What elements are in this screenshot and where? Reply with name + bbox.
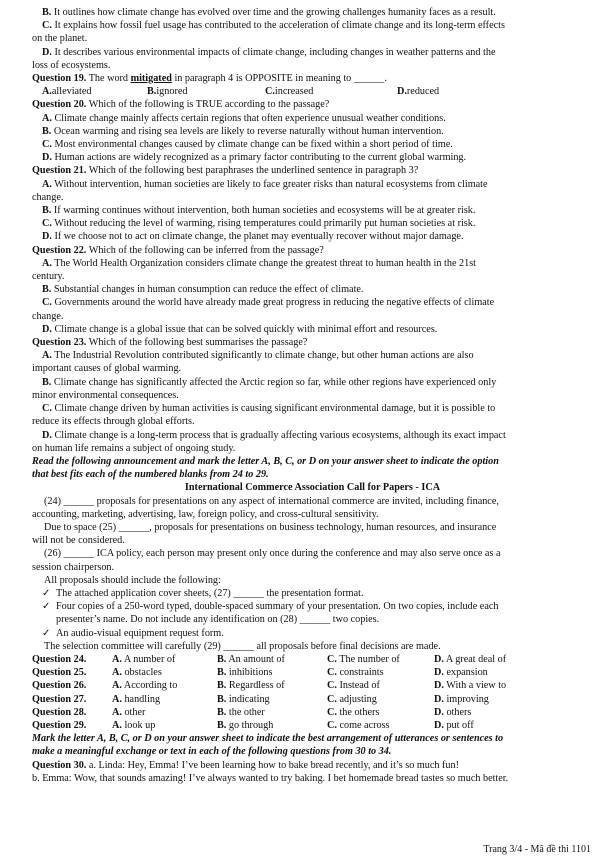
bullet-1: ✓ The attached application cover sheets, (27) ______ the presentation format.	[42, 587, 364, 599]
option-c-line-cont: on the planet.	[32, 33, 88, 45]
announcement-p2-cont: will not be considered.	[32, 535, 125, 547]
q20-option-a: A. Climate change mainly affects certain regions that often experience unusual weather conditions.	[42, 112, 446, 124]
bullet-2-cont: presenter’s name. Do not include any identification on (28) ______ two copies.	[56, 614, 380, 626]
q23-option-c: C. Climate change driven by human activities is causing significant environmental damage, but it is possible to	[42, 403, 496, 415]
option-d-line: D. It describes various environmental impacts of climate change, including changes in weather patterns and the	[42, 46, 496, 58]
option-c-line: C. It explains how fossil fuel usage has contributed to the acceleration of climate change and its long-term effects	[42, 20, 505, 32]
announcement-p5: The selection committee will carefully (29) ______ all proposals before final decisions are made.	[44, 640, 441, 652]
checkmark-icon: ✓	[42, 587, 51, 599]
option-d-line-cont: loss of ecosystems.	[32, 59, 111, 71]
announcement-p3-cont: session chairperson.	[32, 561, 115, 573]
q23-option-b-cont: minor environmental consequences.	[32, 389, 179, 401]
table-row: Question 28. A. other B. the other C. the others D. others	[32, 706, 472, 718]
bullet-2: ✓ Four copies of a 250-word typed, double-spaced summary of your presentation. On two copies, include each	[42, 601, 499, 613]
announcement-p1-cont: accounting, marketing, advertising, law, foreign policy, and cross-cultural sensitivity.	[32, 508, 379, 520]
instruction-24-29: Read the following announcement and mark the letter A, B, C, or D on your answer sheet to indicate the option	[32, 455, 499, 467]
q23-option-a-cont: important causes of global warming.	[32, 363, 182, 375]
table-row: Question 27. A. handling B. indicating C. adjusting D. improving	[32, 693, 489, 705]
table-row: Question 24. A. A number of B. An amount of C. The number of D. A great deal of	[32, 653, 507, 665]
checkmark-icon: ✓	[42, 601, 51, 613]
question-19-options: A.alleviated B.ignored C.increased D.reduced	[42, 86, 440, 98]
table-row: Question 29. A. look up B. go through C. come across D. put off	[32, 719, 474, 731]
question-19: Question 19. The word mitigated in paragraph 4 is OPPOSITE in meaning to ______.	[32, 73, 387, 85]
question-23: Question 23. Which of the following best summarises the passage?	[32, 337, 308, 349]
q20-option-b: B. Ocean warming and rising sea levels are likely to reverse naturally without human intervention.	[42, 125, 444, 137]
q22-option-d: D. Climate change is a global issue that can be solved quickly with minimal effort and resources.	[42, 323, 438, 335]
announcement-p3: (26) ______ ICA policy, each person may present only once during the conference and may also serve once as a	[44, 548, 501, 560]
keyword-mitigated: mitigated	[130, 73, 172, 85]
q21-option-a: A. Without intervention, human societies are likely to face greater risks than natural ecosystems from climate	[42, 178, 488, 190]
q22-option-c: C. Governments around the world have already made great progress in reducing the negative effects of climate	[42, 297, 495, 309]
question-20: Question 20. Which of the following is TRUE according to the passage?	[32, 99, 330, 111]
checkmark-icon: ✓	[42, 627, 51, 639]
question-30: Question 30. a. Linda: Hey, Emma! I’ve been learning how to bake bread recently, and it’s so much fun!	[32, 759, 459, 771]
announcement-p1: (24) ______ proposals for presentations on any aspect of international commerce are invited, including finance,	[44, 495, 499, 507]
q21-option-c: C. Without reducing the level of warming, rising temperatures could primarily put human societies at risk.	[42, 218, 476, 230]
q23-option-c-cont: reduce its effects through global efforts.	[32, 416, 195, 428]
q23-option-a: A. The Industrial Revolution contributed significantly to climate change, but other human actions are also	[42, 350, 474, 362]
question-21: Question 21. Which of the following best paraphrases the underlined sentence in paragraph 3?	[32, 165, 419, 177]
instruction-30-34-cont: make a meaningful exchange or text in each of the following questions from 30 to 34.	[32, 746, 392, 758]
announcement-p4: All proposals should include the following:	[44, 574, 221, 586]
announcement-title: International Commerce Association Call for Papers - ICA	[184, 482, 441, 494]
bullet-3: ✓ An audio-visual equipment request form.	[42, 627, 224, 639]
q20-option-d: D. Human actions are widely recognized as a primary factor contributing to the current global warming.	[42, 152, 467, 164]
table-row: Question 25. A. obstacles B. inhibitions C. constraints D. expansion	[32, 667, 488, 679]
option-b-line: B. It outlines how climate change has evolved over time and the growing challenges humanity faces as a result.	[42, 7, 496, 18]
q22-option-a: A. The World Health Organization considers climate change the greatest threat to human health in the 21st	[42, 257, 476, 269]
instruction-30-34: Mark the letter A, B, C, or D on your answer sheet to indicate the best arrangement of utterances or sentences to	[32, 733, 504, 745]
q21-option-a-cont: change.	[32, 191, 64, 203]
q20-option-c: C. Most environmental changes caused by climate change can be fixed within a short period of time.	[42, 139, 453, 151]
question-30-line-b: b. Emma: Wow, that sounds amazing! I’ve always wanted to try baking. I bet homemade bread tastes so much better.	[32, 772, 509, 784]
q21-option-d: D. If we choose not to act on climate change, the planet may eventually recover without major damage.	[42, 231, 464, 243]
q22-option-c-cont: change.	[32, 310, 64, 322]
q22-option-b: B. Substantial changes in human consumption can reduce the effect of climate.	[42, 284, 364, 296]
q23-option-d: D. Climate change is a long-term process that is gradually affecting various ecosystems, although its exact impact	[42, 429, 506, 441]
instruction-24-29-cont: that best fits each of the numbered blanks from 24 to 29.	[32, 469, 269, 481]
q23-option-d-cont: on human life remains a subject of ongoing study.	[32, 442, 236, 454]
answer-options-table	[32, 653, 593, 732]
question-22: Question 22. Which of the following can be inferred from the passage?	[32, 244, 324, 256]
announcement-p2: Due to space (25) ______, proposals for presentations on business technology, human resources, and insurance	[44, 521, 497, 533]
q22-option-a-cont: century.	[32, 271, 65, 283]
table-row: Question 26. A. According to B. Regardless of C. Instead of D. With a view to	[32, 680, 507, 692]
page-footer: Trang 3/4 - Mã đề thi 1101	[483, 843, 591, 855]
q23-option-b: B. Climate change has significantly affected the Arctic region so far, while other regions have experienced only	[42, 376, 497, 388]
q21-option-b: B. If warming continues without intervention, both human societies and ecosystems will be at greater risk.	[42, 205, 476, 217]
